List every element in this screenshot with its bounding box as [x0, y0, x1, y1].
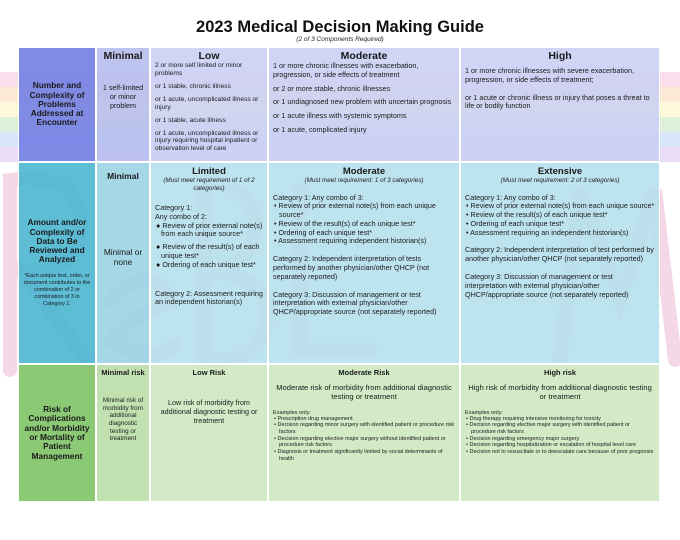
list-item-text: Decision regarding elective major surgery with identified patient or procedure risk factors [469, 422, 630, 435]
list-item [155, 222, 263, 240]
data-extensive-cat2: Category 2: Independent interpretation of test performed by another physician/other QHCP (not separately reported) [465, 245, 654, 264]
data-moderate-requirement: (Must meet requirement: 1 of 3 categories) [304, 177, 424, 184]
risk-row-header [18, 364, 96, 502]
problems-low-item: or 1 stable, acute illness [155, 117, 226, 125]
data-row-header [18, 162, 96, 364]
data-extensive-cat1-list [465, 202, 655, 237]
problems-moderate-level: Moderate [340, 50, 388, 62]
bullet-icon: ● [156, 220, 163, 230]
problems-low-item: or 1 stable, chronic illness [155, 83, 231, 91]
problems-minimal-item: 1 self-limited or minor problem [102, 83, 144, 110]
data-minimal-cell [96, 162, 150, 364]
list-item-text: Decision not to resuscitate or to deescalate care because of poor prognosis [469, 449, 654, 456]
list-item [273, 237, 455, 246]
problems-low-item: 2 or more self limited or minor problems [155, 62, 243, 78]
bullet-icon: • [274, 415, 278, 422]
data-extensive-requirement: (Must meet requirement: 2 of 3 categories) [500, 177, 620, 184]
risk-moderate-text: Moderate risk of morbidity from additional diagnostic testing or treatment [276, 383, 452, 402]
list-item [273, 449, 455, 462]
page-subtitle: (2 of 3 Components Required) [296, 36, 384, 43]
list-item-text: Decision regarding hospitalization or escalation of hospital level care [469, 442, 637, 449]
problems-minimal-cell [96, 47, 150, 162]
list-item [273, 416, 455, 423]
mdm-table [18, 47, 660, 502]
bullet-icon: • [274, 435, 278, 442]
list-item-text: Diagnosis or treatment significantly limited by social determinants of health [277, 449, 443, 462]
risk-minimal-text: Minimal risk of morbidity from additional diagnostic testing or treatment [102, 397, 144, 443]
risk-moderate-example-list [273, 416, 455, 463]
problems-high-level: High [548, 50, 572, 62]
risk-minimal-cell [96, 364, 150, 502]
problems-low-level: Low [198, 50, 220, 62]
list-item [465, 436, 655, 443]
examples-label: Examples only: [273, 409, 311, 416]
bullet-icon: • [466, 442, 470, 449]
data-moderate-cat3: Category 3: Discussion of management or test interpretation with external physician/other QHCP/appropriate source (not separately reported) [273, 289, 437, 317]
data-minimal-text: Minimal or none [103, 247, 143, 268]
data-limited-cat1-lead: Any combo of 2: [155, 211, 207, 221]
bullet-icon: • [466, 449, 470, 456]
problems-row-header [18, 47, 96, 162]
list-item-text: Ordering of each unique test* [470, 218, 565, 228]
problems-high-item: or 1 acute or chronic illness or injury that poses a threat to life or bodily function [465, 92, 650, 111]
problems-high-cell [460, 47, 660, 162]
page-title: 2023 Medical Decision Making Guide [196, 18, 484, 36]
data-header-text: Amount and/or Complexity of Data to Be Reviewed and Analyzed [27, 217, 87, 265]
bullet-icon: • [274, 201, 279, 211]
data-moderate-cell [268, 162, 460, 364]
risk-header-text: Risk of Complications and/or Morbidity or Mortality of Patient Management [24, 404, 90, 461]
list-item-text: Review of prior external note(s) from each unique source* [470, 201, 655, 211]
bullet-icon: • [274, 422, 278, 429]
data-limited-cat1-title: Category 1: [155, 203, 193, 213]
bullet-icon: • [466, 210, 471, 220]
data-moderate-cat1-title: Category 1: Any combo of 3: [273, 192, 364, 202]
data-extensive-cat1-title: Category 1: Any combo of 3: [465, 192, 556, 202]
list-item-text: Prescription drug management [277, 415, 353, 422]
list-item-text: Review of the result(s) of each unique test* [161, 242, 260, 260]
data-minimal-level: Minimal [107, 171, 139, 181]
list-item-text: Decision regarding minor surgery with identified patient or procedure risk factors [277, 422, 455, 435]
risk-moderate-cell [268, 364, 460, 502]
list-item [465, 229, 655, 238]
list-item [155, 261, 263, 270]
data-moderate-cat2: Category 2: Independent interpretation of tests performed by another physician/other QHCP (not separately reported) [273, 254, 430, 281]
bullet-icon: • [274, 449, 278, 456]
list-item-text: Decision regarding emergency major surgery [469, 435, 580, 442]
problems-moderate-item: or 1 acute, complicated injury [273, 124, 367, 134]
problems-moderate-item: or 2 or more stable, chronic illnesses [273, 83, 391, 93]
bullet-icon: ● [156, 259, 163, 269]
risk-low-cell [150, 364, 268, 502]
list-item-text: Review of the result(s) of each unique test* [278, 218, 416, 228]
bullet-icon: • [466, 227, 471, 237]
problems-moderate-cell [268, 47, 460, 162]
risk-moderate-examples [273, 410, 455, 463]
problems-low-item: or 1 acute, uncomplicated illness or injury [155, 96, 259, 112]
list-item [465, 422, 655, 435]
data-limited-cell [150, 162, 268, 364]
list-item [273, 202, 455, 220]
data-moderate-cat1-list [273, 202, 455, 246]
bullet-icon: • [274, 236, 279, 246]
list-item-text: Ordering of each unique test* [162, 259, 256, 269]
risk-high-text: High risk of morbidity from additional diagnostic testing or treatment [468, 383, 652, 402]
list-item-text: Assessment requiring independent historian(s) [278, 236, 427, 246]
risk-minimal-level: Minimal risk [101, 368, 145, 377]
risk-low-text: Low risk of morbidity from additional diagnostic testing or treatment [160, 398, 258, 425]
bullet-icon: • [274, 218, 279, 228]
bullet-icon: ● [156, 242, 163, 252]
data-extensive-cell [460, 162, 660, 364]
list-item [465, 442, 655, 449]
risk-high-examples [465, 410, 655, 456]
list-item-text: Decision regarding elective major surgery without identified patient or procedure risk factors [277, 435, 446, 449]
list-item-text: Review of prior external note(s) from each unique source* [161, 220, 263, 239]
data-limited-cat1-list [155, 222, 263, 270]
list-item-text: Review of the result(s) of each unique test* [470, 210, 608, 220]
list-item-text: Review of prior external note(s) from each unique source* [278, 201, 436, 220]
risk-high-example-list [465, 416, 655, 456]
problems-header-text: Number and Complexity of Problems Addressed at Encounter [29, 80, 85, 128]
problems-low-cell [150, 47, 268, 162]
data-header-note: *Each unique test, order, or document contributes to the combination of 2 or combination of 3 in Category 1. [23, 272, 91, 307]
problems-high-item: 1 or more chronic illnesses with severe exacerbation, progression, or side effects of treatment; [465, 66, 634, 84]
examples-label: Examples only: [465, 409, 503, 416]
list-item-text: Assessment requiring an independent historian(s) [470, 227, 629, 237]
bullet-icon: • [466, 422, 470, 429]
list-item [465, 416, 655, 423]
problems-low-item: or 1 acute, uncomplicated illness or injury requiring hospital inpatient or observation level of care [155, 130, 259, 152]
problems-moderate-item: or 1 undiagnosed new problem with uncertain prognosis [273, 97, 452, 107]
risk-high-cell [460, 364, 660, 502]
risk-low-level: Low Risk [192, 368, 226, 377]
bullet-icon: • [466, 218, 471, 228]
bullet-icon: • [466, 435, 470, 442]
list-item [273, 436, 455, 449]
list-item-text: Ordering of each unique test* [278, 227, 373, 237]
bullet-icon: • [274, 227, 279, 237]
list-item [273, 422, 455, 435]
list-item [465, 449, 655, 456]
problems-moderate-item: 1 or more chronic illnesses with exacerbation, progression, or side effects of treatment [273, 61, 419, 79]
risk-moderate-level: Moderate Risk [338, 368, 390, 377]
problems-moderate-item: or 1 acute illness with systemic symptoms [273, 111, 407, 121]
problems-minimal-level: Minimal [103, 50, 143, 62]
data-extensive-level: Extensive [537, 166, 583, 177]
bullet-icon: • [466, 201, 471, 211]
data-limited-level: Limited [192, 166, 226, 177]
list-item [155, 243, 263, 261]
risk-high-level: High risk [543, 368, 577, 377]
bullet-icon: • [466, 415, 470, 422]
data-limited-requirement: (Must meet requirement of 1 of 2 categories) [163, 177, 255, 192]
data-moderate-level: Moderate [342, 166, 386, 177]
list-item-text: Drug therapy requiring intensive monitoring for toxicity [469, 415, 601, 422]
data-extensive-cat3: Category 3: Discussion of management or test interpretation with external physician/other QHCP/appropriate source (not separately reported) [465, 272, 629, 299]
data-limited-cat2: Category 2: Assessment requiring an independent historian(s) [155, 288, 263, 307]
